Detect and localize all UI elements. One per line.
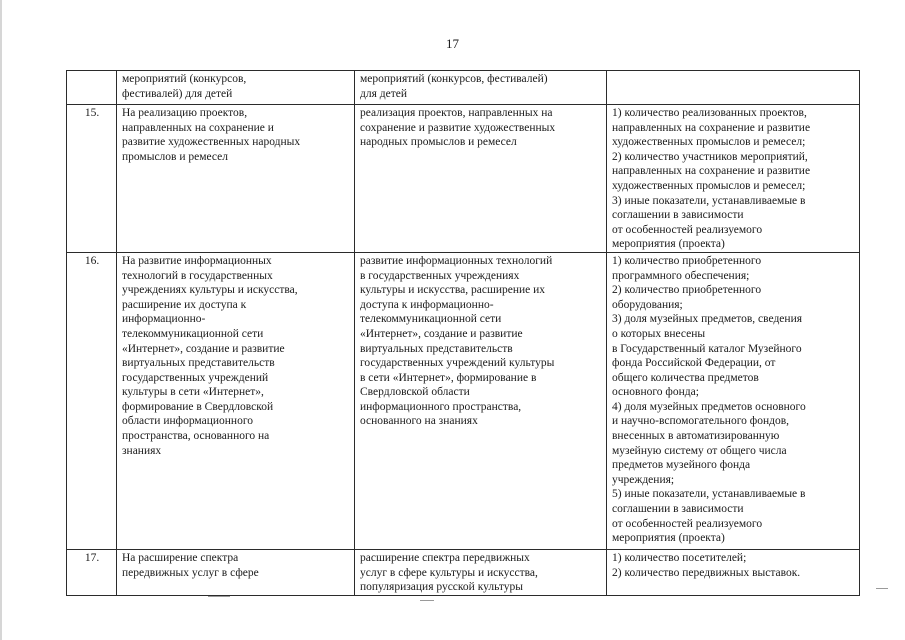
cell-text-line: 4) доля музейных предметов основного: [612, 400, 806, 413]
row-number: 15.: [84, 107, 100, 119]
cell-text-line: от особенностей реализуемого: [612, 517, 763, 530]
cell-text-line: 1) количество реализованных проектов,: [612, 107, 807, 119]
page-number: 17: [446, 36, 459, 51]
row-number-cell: [67, 549, 117, 595]
cell-text-line: мероприятий (конкурсов, фестивалей): [360, 73, 548, 85]
scan-edge: [0, 0, 2, 640]
row-number-cell: [67, 71, 117, 105]
cell-text-line: государственных учреждений культуры: [360, 357, 555, 370]
cell-text-line: 5) иные показатели, устанавливаемые в: [612, 488, 806, 501]
row-number: 16.: [84, 254, 100, 267]
cell-text-line: направленных на сохранение и: [122, 121, 274, 134]
cell-text-line: развитие художественных народных: [122, 136, 301, 149]
cell-text-line: услуг в сфере культуры и искусства,: [360, 566, 538, 579]
cell-text-line: телекоммуникационной сети: [122, 327, 264, 340]
scan-artifact: [208, 596, 230, 597]
cell-text-line: 1) количество посетителей;: [612, 551, 747, 564]
cell-text-line: 2) количество участников мероприятий,: [612, 150, 808, 163]
cell-text-line: фонда Российской Федерации, от: [612, 357, 776, 370]
row-number-cell: [67, 105, 117, 253]
cell-text-line: мероприятий (конкурсов,: [122, 73, 247, 85]
cell-text-line: виртуальных представительств: [122, 357, 275, 370]
indicators-cell: [607, 105, 860, 253]
cell-text-line: направленных на сохранение и развитие: [612, 165, 811, 178]
row-number-cell: [67, 252, 117, 549]
cell-text-line: «Интернет», создание и развитие: [122, 342, 285, 355]
indicators-cell: [607, 252, 860, 549]
cell-text-line: промыслов и ремесел: [122, 150, 228, 163]
scan-artifact: [420, 600, 434, 601]
result-cell: [355, 252, 607, 549]
cell-text-line: учреждениях культуры и искусства,: [122, 284, 298, 297]
cell-text-line: 3) доля музейных предметов, сведения: [612, 313, 803, 326]
indicators-cell: [607, 549, 860, 595]
cell-text-line: художественных промыслов и ремесел;: [612, 136, 806, 149]
cell-text-line: в государственных учреждениях: [360, 269, 520, 282]
subsidy-purpose-cell: [117, 549, 355, 595]
cell-text-line: виртуальных представительств: [360, 342, 513, 355]
cell-text-line: культуры в сети «Интернет»,: [122, 386, 264, 399]
scan-artifact: [876, 588, 888, 589]
cell-text-line: На расширение спектра: [122, 551, 239, 564]
cell-text-line: «Интернет», создание и развитие: [360, 327, 523, 340]
cell-text-line: внесенных в автоматизированную: [612, 430, 780, 443]
indicators-cell: [607, 71, 860, 105]
subsidy-purpose-cell: [117, 71, 355, 105]
cell-text-line: оборудования;: [612, 298, 683, 311]
table-row: [67, 71, 860, 105]
cell-text-line: соглашении в зависимости: [612, 503, 744, 516]
subsidy-purpose-cell: [117, 105, 355, 253]
cell-text-line: информационного пространства,: [360, 400, 522, 413]
cell-text-line: 3) иные показатели, устанавливаемые в: [612, 194, 806, 207]
table-row: [67, 252, 860, 549]
cell-text-line: знаниях: [122, 444, 162, 457]
cell-text-line: и научно-вспомогательного фондов,: [612, 415, 790, 428]
cell-text-line: программного обеспечения;: [612, 269, 750, 282]
cell-text-line: учреждения;: [612, 473, 675, 486]
cell-text-line: расширение спектра передвижных: [360, 551, 530, 564]
cell-text-line: фестивалей) для детей: [122, 87, 233, 100]
cell-text-line: в Государственный каталог Музейного: [612, 342, 802, 355]
result-cell: [355, 105, 607, 253]
cell-text-line: На развитие информационных: [122, 254, 272, 267]
cell-text-line: реализация проектов, направленных на: [360, 107, 553, 119]
cell-text-line: в сети «Интернет», формирование в: [360, 371, 537, 384]
cell-text-line: формирование в Свердловской: [122, 400, 274, 413]
cell-text-line: направленных на сохранение и развитие: [612, 121, 811, 134]
cell-text-line: от особенностей реализуемого: [612, 223, 763, 236]
cell-text-line: культуры и искусства, расширение их: [360, 284, 546, 297]
cell-text-line: общего количества предметов: [612, 371, 759, 384]
cell-text-line: 1) количество приобретенного: [612, 254, 762, 267]
cell-text-line: предметов музейного фонда: [612, 459, 751, 472]
cell-text-line: информационно-: [122, 313, 206, 326]
cell-text-line: основного фонда;: [612, 386, 699, 399]
cell-text-line: соглашении в зависимости: [612, 209, 744, 222]
cell-text-line: технологий в государственных: [122, 269, 273, 282]
cell-text-line: популяризация русской культуры: [360, 581, 524, 594]
cell-text-line: государственных учреждений: [122, 371, 269, 384]
cell-text-line: художественных промыслов и ремесел;: [612, 179, 806, 192]
result-cell: [355, 71, 607, 105]
cell-text-line: о которых внесены: [612, 327, 706, 340]
cell-text-line: мероприятия (проекта): [612, 532, 725, 545]
cell-text-line: 2) количество приобретенного: [612, 284, 762, 297]
cell-text-line: доступа к информационно-: [360, 298, 494, 311]
subsidy-purpose-cell: [117, 252, 355, 549]
cell-text-line: На реализацию проектов,: [122, 107, 248, 119]
table-row: [67, 549, 860, 595]
measures-table: [66, 70, 860, 596]
cell-text-line: 2) количество передвижных выставок.: [612, 566, 801, 579]
cell-text-line: передвижных услуг в сфере: [122, 566, 259, 579]
cell-text-line: мероприятия (проекта): [612, 238, 725, 251]
cell-text-line: пространства, основанного на: [122, 430, 270, 443]
cell-text-line: сохранение и развитие художественных: [360, 121, 556, 134]
cell-text-line: области информационного: [122, 415, 254, 428]
table-row: [67, 105, 860, 253]
cell-text-line: телекоммуникационной сети: [360, 313, 502, 326]
cell-text-line: Свердловской области: [360, 386, 470, 399]
cell-text-line: расширение их доступа к: [122, 298, 247, 311]
cell-text-line: основанного на знаниях: [360, 415, 478, 428]
cell-text-line: народных промыслов и ремесел: [360, 136, 517, 149]
cell-text-line: для детей: [360, 87, 407, 100]
row-number: 17.: [84, 551, 100, 564]
cell-text-line: музейную систему от общего числа: [612, 444, 787, 457]
cell-text-line: развитие информационных технологий: [360, 254, 553, 267]
result-cell: [355, 549, 607, 595]
